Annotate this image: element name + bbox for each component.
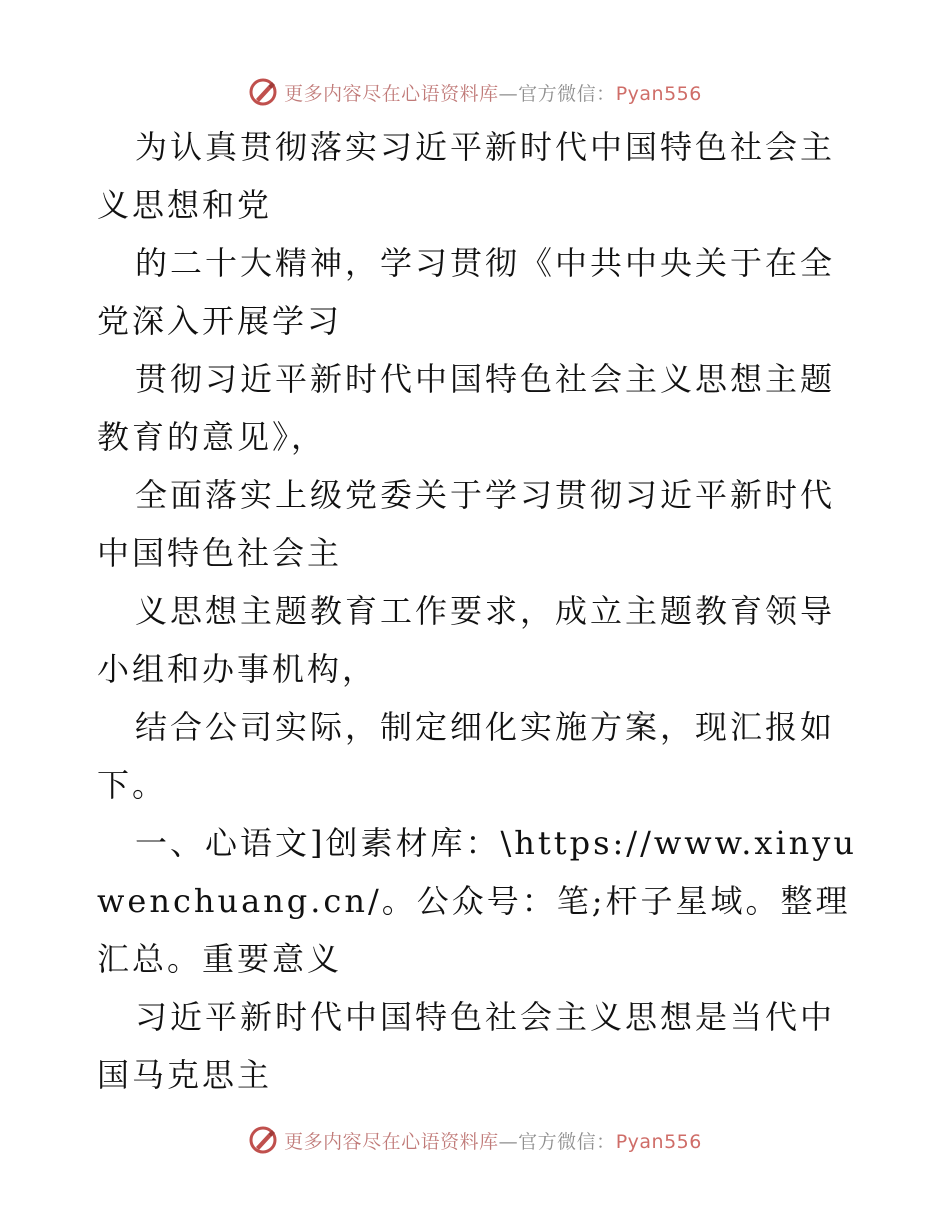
header-banner [0, 72, 950, 112]
header-banner-separator: — [498, 82, 519, 105]
paragraph-6: 结合公司实际，制定细化实施方案，现汇报如下。 [97, 708, 836, 804]
footer-banner-separator: — [498, 1130, 519, 1153]
document-body [97, 118, 857, 1104]
paragraph-5: 义思想主题教育工作要求，成立主题教育领导小组和办事机构， [97, 592, 836, 688]
paragraph-4: 全面落实上级党委关于学习贯彻习近平新时代中国特色社会主 [97, 476, 836, 572]
paragraph-7: 一、心语文]创素材库：\https://www.xinyuwenchuang.cn/。公众号：笔;杆子星域。整理汇总。重要意义 [97, 824, 857, 978]
header-banner-text [284, 79, 702, 106]
header-banner-official: 官方微信： [518, 82, 616, 105]
header-banner-main: 更多内容尽在心语资料库 [284, 82, 499, 105]
pen-logo-icon [248, 1125, 278, 1155]
header-banner-wechat-id: Pyan556 [615, 82, 702, 105]
paragraph-8: 习近平新时代中国特色社会主义思想是当代中国马克思主 [97, 998, 836, 1094]
footer-banner-text [284, 1127, 702, 1154]
paragraph-2: 的二十大精神，学习贯彻《中共中央关于在全党深入开展学习 [97, 244, 836, 340]
footer-banner-main: 更多内容尽在心语资料库 [284, 1130, 499, 1153]
footer-banner-wechat-id: Pyan556 [615, 1130, 702, 1153]
pen-logo-icon [248, 77, 278, 107]
paragraph-3: 贯彻习近平新时代中国特色社会主义思想主题教育的意见》， [97, 360, 836, 456]
paragraph-1: 为认真贯彻落实习近平新时代中国特色社会主义思想和党 [97, 128, 836, 224]
footer-banner [0, 1120, 950, 1160]
footer-banner-official: 官方微信： [518, 1130, 616, 1153]
